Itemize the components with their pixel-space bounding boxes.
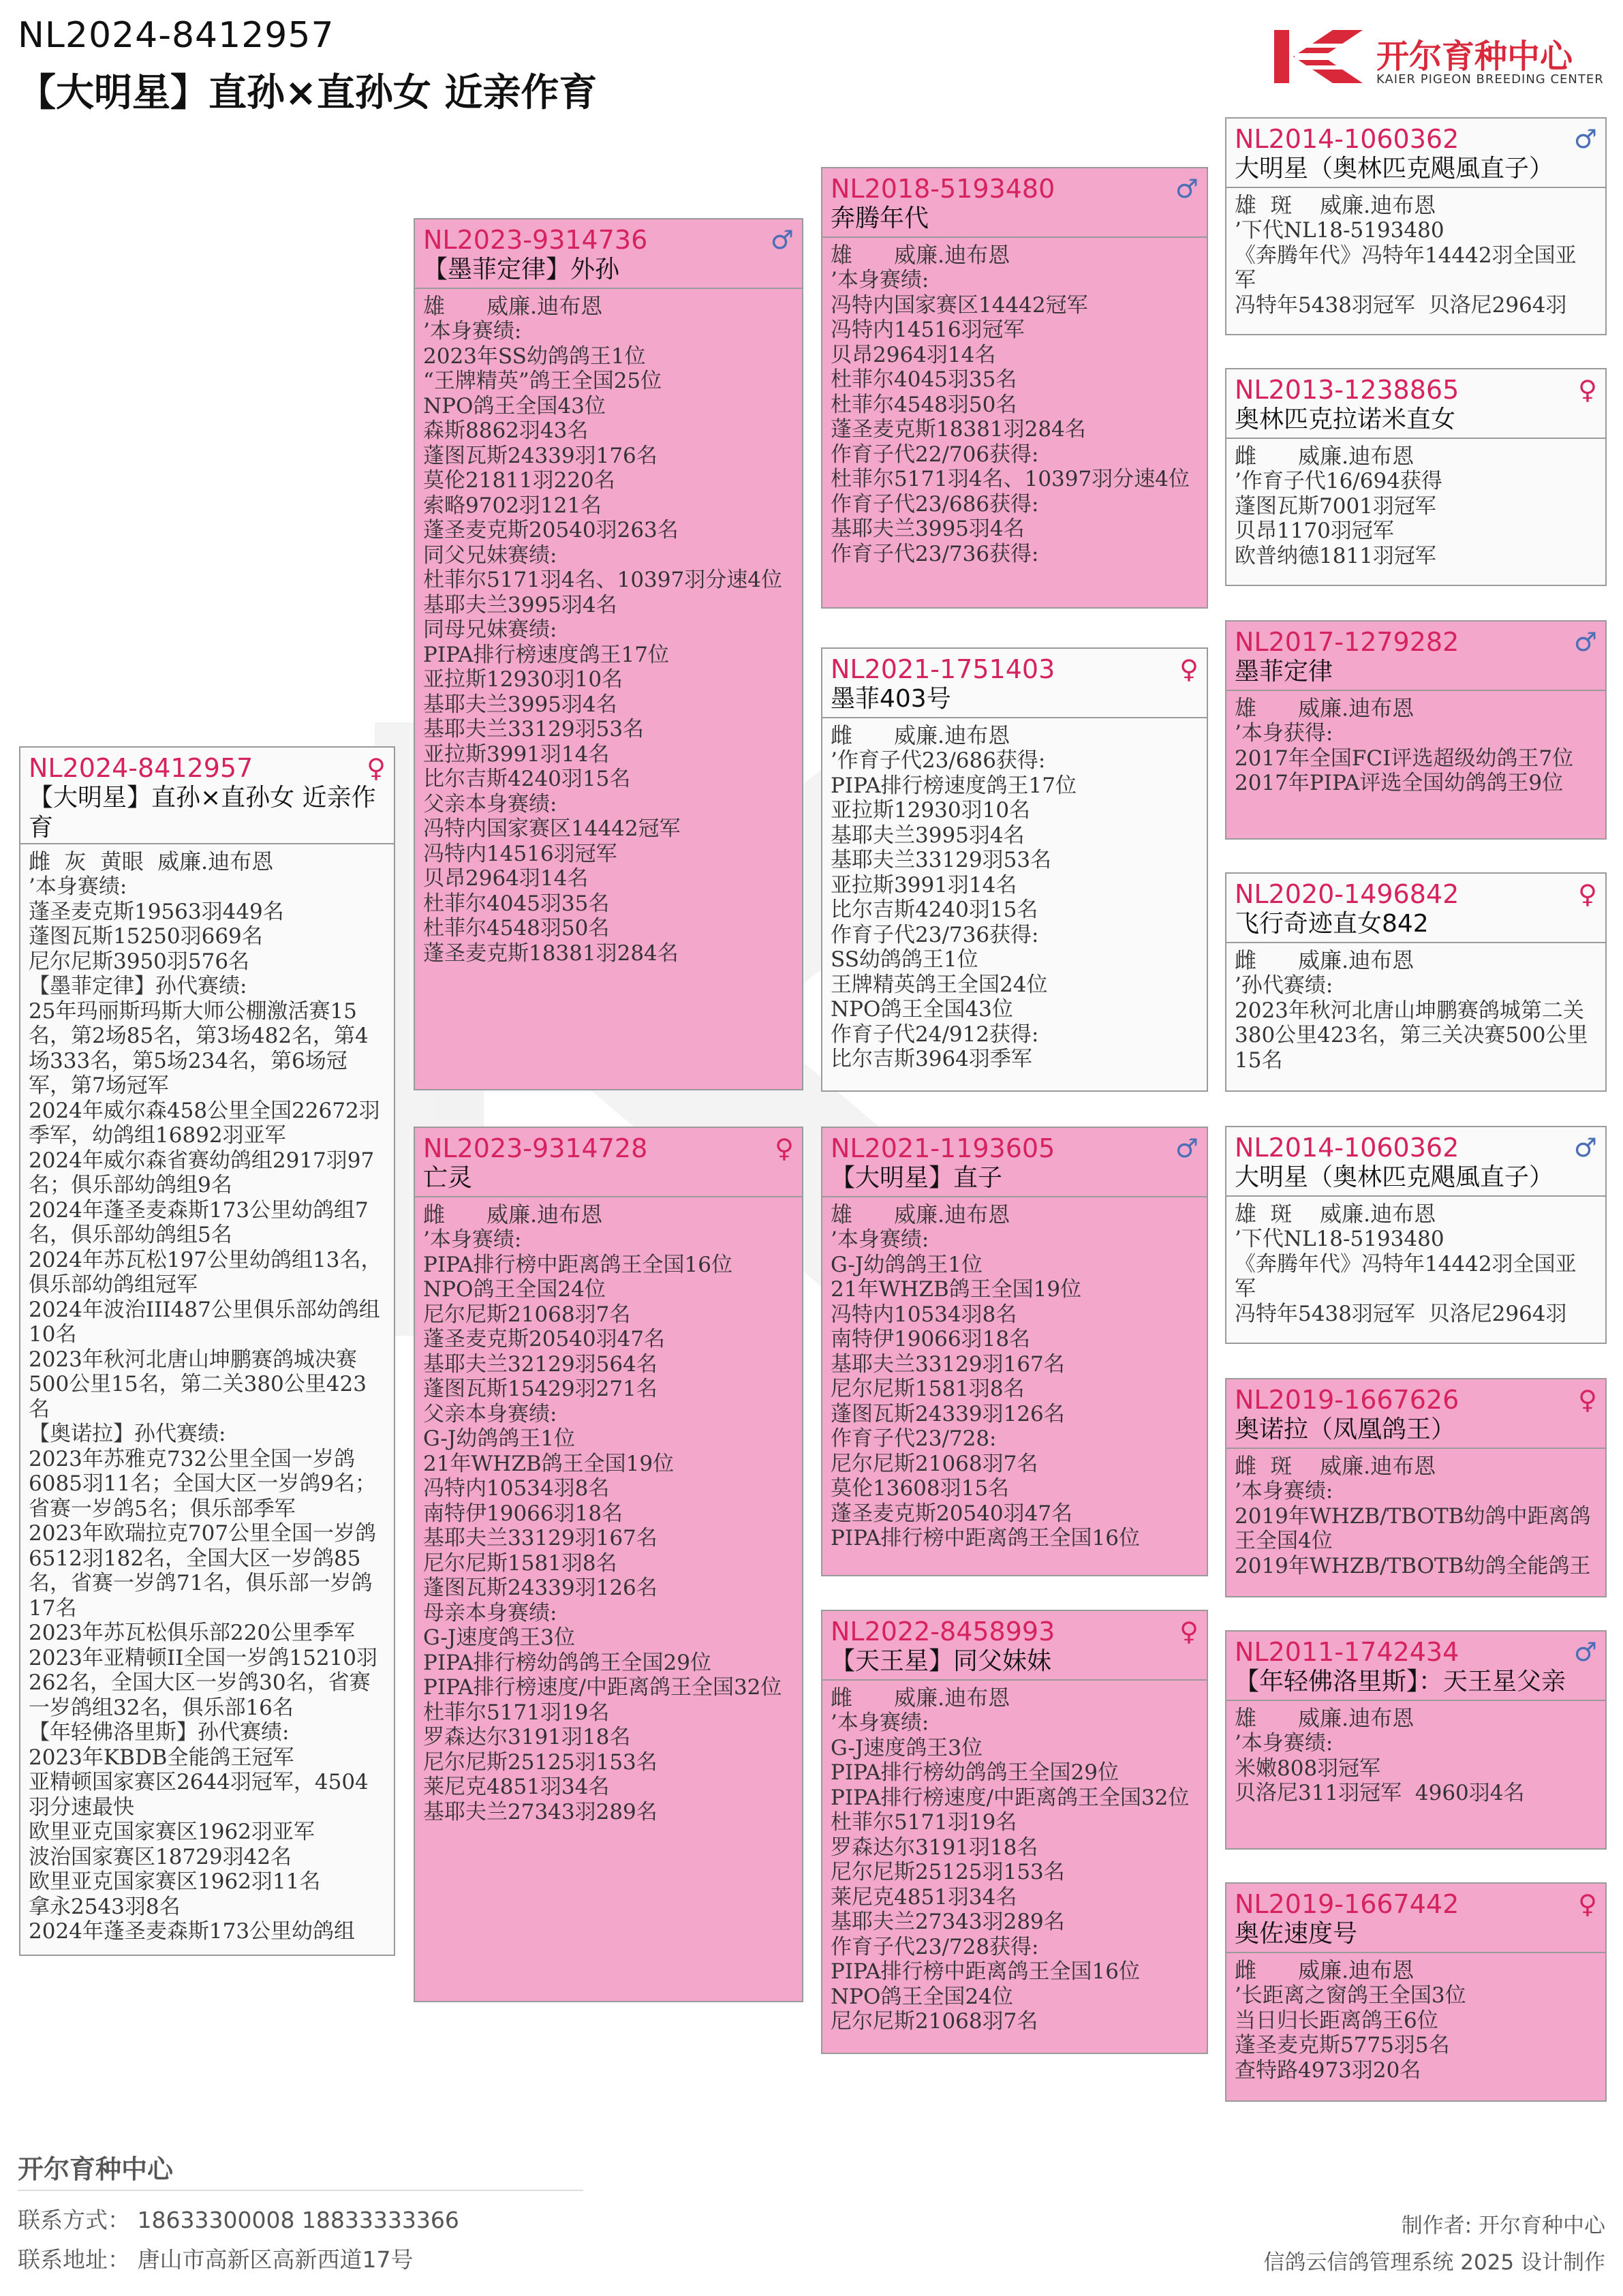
female-symbol-icon: ♀ <box>1578 1889 1597 1919</box>
female-symbol-icon: ♀ <box>775 1133 794 1163</box>
male-symbol-icon: ♂ <box>1175 1133 1199 1163</box>
logo-english-name: KAIER PIGEON BREEDING CENTER <box>1376 72 1604 87</box>
pedigree-card-dam[interactable] <box>414 1127 803 2002</box>
card-results: ’本身赛绩: PIPA排行榜中距离鸽王全国16位 NPO鸽王全国24位 尼尔尼斯21068羽7名 蓬圣麦克斯20540羽47名 基耶夫兰32129羽564名 蓬图瓦斯15429羽271名 父亲本身赛绩: G-J幼鸽鸽王1位 21年WHZB鸽王全国19位 冯特内10534羽8名 南特伊19066羽18名 基耶夫兰33129羽167名 尼尔尼斯1581羽8名 蓬图瓦斯24339羽126名 母亲本身赛绩: G-J速度鸽王3位 PIPA排行榜幼鸽鸽王全国29位 PIPA排行榜速度/中距离鸽王全国32位 杜菲尔5171羽19名 罗森达尔3191羽18名 尼尔尼斯25125羽153名 莱尼克4851羽34名 基耶夫兰27343羽289名 <box>423 1227 782 1824</box>
card-pigeon-name: 【大明星】直孙×直孙女 近亲作育 <box>20 783 394 844</box>
card-results: ’本身赛绩: G-J速度鸽王3位 PIPA排行榜幼鸽鸽王全国29位 PIPA排行榜速度/中距离鸽王全国32位 杜菲尔5171羽19名 罗森达尔3191羽18名 尼尔尼斯25125羽153名 莱尼克4851羽34名 基耶夫兰27343羽289名 作育子代23/728获得: PIPA排行榜中距离鸽王全国16位 NPO鸽王全国24位 尼尔尼斯21068羽7名 <box>831 1711 1190 2034</box>
card-ring-id: NL2021-1193605 <box>831 1133 1055 1163</box>
card-ring-id: NL2013-1238865 <box>1235 375 1459 405</box>
card-meta: 雄 威廉.迪布恩 <box>1235 695 1415 721</box>
card-results: ’本身赛绩: 2023年SS幼鸽鸽王1位 “王牌精英”鸽王全国25位 NPO鸽王全国43位 森斯8862羽43名 蓬图瓦斯24339羽176名 莫伦21811羽220名 索略9702羽121名 蓬圣麦克斯20540羽263名 同父兄妹赛绩: 杜菲尔5171羽4名、10397羽分速4位 基耶夫兰3995羽4名 同母兄妹赛绩: PIPA排行榜速度鸽王17位 亚拉斯12930羽10名 基耶夫兰3995羽4名 基耶夫兰33129羽53名 亚拉斯3991羽14名 比尔吉斯4240羽15名 父亲本身赛绩: 冯特内国家赛区14442冠军 冯特内14516羽冠军 贝昂2964羽14名 杜菲尔4045羽35名 杜菲尔4548羽50名 蓬圣麦克斯18381羽284名 <box>423 319 782 966</box>
pedigree-card-g4-5[interactable] <box>1225 1126 1607 1344</box>
card-pigeon-name: 【墨菲定律】外孙 <box>415 255 802 289</box>
card-ring-id: NL2023-9314736 <box>423 225 648 255</box>
pedigree-card-sire-dam[interactable] <box>821 647 1208 1092</box>
card-ring-id: NL2022-8458993 <box>831 1617 1055 1647</box>
card-ring-id: NL2014-1060362 <box>1235 1133 1459 1163</box>
female-symbol-icon: ♀ <box>1578 1385 1597 1415</box>
card-meta: 雄 威廉.迪布恩 <box>831 1201 1010 1227</box>
pedigree-card-g4-3[interactable] <box>1225 620 1607 840</box>
card-results: ’本身赛绩: G-J幼鸽鸽王1位 21年WHZB鸽王全国19位 冯特内10534羽8名 南特伊19066羽18名 基耶夫兰33129羽167名 尼尔尼斯1581羽8名 蓬图瓦斯24339羽126名 作育子代23/728: 尼尔尼斯21068羽7名 莫伦13608羽15名 蓬圣麦克斯20540羽47名 PIPA排行榜中距离鸽王全国16位 <box>831 1227 1140 1550</box>
card-ring-id: NL2017-1279282 <box>1235 627 1459 657</box>
card-meta: 雄 威廉.迪布恩 <box>423 293 603 319</box>
card-meta: 雌 威廉.迪布恩 <box>423 1201 603 1227</box>
card-results: ’长距离之窗鸽王全国3位 当日归长距离鸽王6位 蓬圣麦克斯5775羽5名 查特路4973羽20名 <box>1235 1983 1466 2083</box>
card-meta: 雌 威廉.迪布恩 <box>831 722 1010 748</box>
card-ring-id: NL2018-5193480 <box>831 174 1055 204</box>
card-ring-id: NL2020-1496842 <box>1235 879 1459 909</box>
card-meta: 雌 斑 威廉.迪布恩 <box>1235 1453 1436 1479</box>
card-ring-id: NL2011-1742434 <box>1235 1637 1459 1667</box>
footer-address: 联系地址： 唐山市高新区高新西道17号 <box>18 2246 414 2273</box>
card-pigeon-name: 亡灵 <box>415 1163 802 1197</box>
card-meta: 雌 灰 黄眼 威廉.迪布恩 <box>29 848 274 874</box>
female-symbol-icon: ♀ <box>367 753 386 783</box>
footer-company: 开尔育种中心 <box>18 2154 174 2184</box>
male-symbol-icon: ♂ <box>1175 174 1199 204</box>
card-meta: 雌 威廉.迪布恩 <box>1235 1957 1415 1983</box>
card-meta: 雌 威廉.迪布恩 <box>831 1685 1010 1711</box>
pedigree-card-g4-6[interactable] <box>1225 1378 1607 1597</box>
pedigree-card-g4-1[interactable] <box>1225 117 1607 335</box>
pedigree-card-g4-2[interactable] <box>1225 368 1607 586</box>
pedigree-card-g4-8[interactable] <box>1225 1882 1607 2102</box>
card-results: ’下代NL18-5193480 《奔腾年代》冯特年14442羽全国亚军 冯特年5438羽冠军 贝洛尼2964羽 <box>1235 1227 1577 1326</box>
footer-system: 信鸽云信鸽管理系统 2025 设计制作 <box>1263 2250 1605 2275</box>
female-symbol-icon: ♀ <box>1179 654 1199 684</box>
female-symbol-icon: ♀ <box>1578 879 1597 909</box>
pedigree-card-subject[interactable] <box>19 746 395 1956</box>
card-results: ’本身赛绩: 冯特内国家赛区14442冠军 冯特内14516羽冠军 贝昂2964羽14名 杜菲尔4045羽35名 杜菲尔4548羽50名 蓬圣麦克斯18381羽284名 作育子代22/706获得: 杜菲尔5171羽4名、10397羽分速4位 作育子代23/686获得: 基耶夫兰3995羽4名 作育子代23/736获得: <box>831 268 1190 566</box>
card-meta: 雌 威廉.迪布恩 <box>1235 947 1415 973</box>
male-symbol-icon: ♂ <box>1573 1637 1597 1667</box>
brand-logo <box>1274 26 1604 94</box>
card-results: ’下代NL18-5193480 《奔腾年代》冯特年14442羽全国亚军 冯特年5438羽冠军 贝洛尼2964羽 <box>1235 218 1577 318</box>
card-results: ’孙代赛绩: 2023年秋河北唐山坤鹏赛鸽城第二关380公里423名，第三关决赛500公里15名 <box>1235 973 1588 1073</box>
male-symbol-icon: ♂ <box>770 225 794 255</box>
card-results: ’本身获得: 2017年全国FCI评选超级幼鸽王7位 2017年PIPA评选全国幼鸽鸽王9位 <box>1235 721 1574 795</box>
card-results: ’本身赛绩: 2019年WHZB/TBOTB幼鸽中距离鸽王全国4位 2019年WHZB/TBOTB幼鸽全能鸽王 <box>1235 1479 1591 1578</box>
card-results: ’作育子代23/686获得: PIPA排行榜速度鸽王17位 亚拉斯12930羽10名 基耶夫兰3995羽4名 基耶夫兰33129羽53名 亚拉斯3991羽14名 比尔吉斯4240羽15名 作育子代23/736获得: SS幼鸽鸽王1位 王牌精英鸽王全国24位 NPO鸽王全国43位 作育子代24/912获得: 比尔吉斯3964羽季军 <box>831 748 1077 1071</box>
logo-chinese-name: 开尔育种中心 <box>1376 37 1573 76</box>
card-ring-id: NL2021-1751403 <box>831 654 1055 684</box>
card-pigeon-name: 【大明星】直子 <box>822 1163 1207 1197</box>
card-results: ’本身赛绩: 米嫩808羽冠军 贝洛尼311羽冠军 4960羽4名 <box>1235 1731 1525 1805</box>
card-pigeon-name: 奔腾年代 <box>822 204 1207 238</box>
card-ring-id: NL2019-1667626 <box>1235 1385 1459 1415</box>
card-ring-id: NL2014-1060362 <box>1235 124 1459 154</box>
card-pigeon-name: 大明星（奥林匹克飓風直子） <box>1226 1163 1605 1197</box>
footer-divider <box>18 2190 583 2191</box>
pedigree-title: 【大明星】直孙×直孙女 近亲作育 <box>18 71 598 115</box>
pedigree-ring-id: NL2024-8412957 <box>18 15 335 56</box>
pedigree-card-sire-sire[interactable] <box>821 167 1208 609</box>
pedigree-card-g4-4[interactable] <box>1225 872 1607 1092</box>
female-symbol-icon: ♀ <box>1578 375 1597 405</box>
card-pigeon-name: 【年轻佛洛里斯】：天王星父亲 <box>1226 1667 1605 1701</box>
card-pigeon-name: 奥林匹克拉诺米直女 <box>1226 405 1605 439</box>
male-symbol-icon: ♂ <box>1573 627 1597 657</box>
male-symbol-icon: ♂ <box>1573 124 1597 154</box>
card-meta: 雄 威廉.迪布恩 <box>1235 1705 1415 1731</box>
card-results: ’作育子代16/694获得 蓬图瓦斯7001羽冠军 贝昂1170羽冠军 欧普纳德1811羽冠军 <box>1235 469 1442 568</box>
card-pigeon-name: 奥佐速度号 <box>1226 1919 1605 1953</box>
male-symbol-icon: ♂ <box>1573 1133 1597 1163</box>
card-meta: 雄 斑 威廉.迪布恩 <box>1235 1201 1436 1227</box>
pedigree-card-sire[interactable] <box>414 218 803 1090</box>
card-pigeon-name: 【天王星】同父妹妹 <box>822 1647 1207 1681</box>
card-meta: 雄 斑 威廉.迪布恩 <box>1235 192 1436 218</box>
card-ring-id: NL2019-1667442 <box>1235 1889 1459 1919</box>
footer-contact: 联系方式： 18633300008 18833333366 <box>18 2207 459 2233</box>
card-results: ’本身赛绩: 蓬圣麦克斯19563羽449名 蓬图瓦斯15250羽669名 尼尔尼斯3950羽576名 【墨菲定律】孙代赛绩: 25年玛丽斯玛斯大师公棚激活赛15名，第2场85名，第3场482名，第4场333名，第5场234名，第6场冠军，第7场冠军 2024年威尔森458公里全国22672羽季军，幼鸽组16892羽亚军 2024年威尔森省赛幼鸽组2917羽97名；俱乐部幼鸽组9名 2024年蓬圣麦森斯173公里幼鸽组7名，俱乐部幼鸽组5名 2024年苏瓦松197公里幼鸽组13名，俱乐部幼鸽组冠军 2024年波治III487公里俱乐部幼鸽组10名 2023年秋河北唐山坤鹏赛鸽城决赛500公里15名，第二关380公里423名 【奥诺拉】孙代赛绩: 2023年苏雅克732公里全国一岁鸽6085羽11名；全国大区一岁鸽9名；省赛一岁鸽5名；俱乐部季军 2023年欧瑞拉克707公里全国一岁鸽6512羽182名，全国大区一岁鸽85名，省赛一岁鸽71名，俱乐部一岁鸽17名 2023年苏瓦松俱乐部220公里季军 2023年亚精顿II全国一岁鸽15210羽262名，全国大区一岁鸽30名，省赛一岁鸽组32名，俱乐部16名 【年轻佛洛里斯】孙代赛绩: 2023年KBDB全能鸽王冠军 亚精顿国家赛区2644羽冠军，4504羽分速最快 欧里亚克国家赛区1962羽亚军 波治国家赛区18729羽42名 欧里亚克国家赛区1962羽11名 拿永2543羽8名 2024年蓬圣麦森斯173公里幼鸽组 <box>29 874 382 1944</box>
card-ring-id: NL2023-9314728 <box>423 1133 648 1163</box>
pedigree-card-dam-dam[interactable] <box>821 1610 1208 2054</box>
pedigree-card-g4-7[interactable] <box>1225 1630 1607 1850</box>
kaier-logo-icon <box>1274 26 1370 87</box>
card-meta: 雌 威廉.迪布恩 <box>1235 443 1415 469</box>
card-meta: 雄 威廉.迪布恩 <box>831 242 1010 268</box>
card-pigeon-name: 飞行奇迹直女842 <box>1226 909 1605 943</box>
card-ring-id: NL2024-8412957 <box>29 753 253 783</box>
footer-maker: 制作者: 开尔育种中心 <box>1401 2214 1605 2238</box>
female-symbol-icon: ♀ <box>1179 1617 1199 1647</box>
card-pigeon-name: 大明星（奥林匹克飓風直子） <box>1226 154 1605 188</box>
card-pigeon-name: 墨菲定律 <box>1226 657 1605 691</box>
card-pigeon-name: 墨菲403号 <box>822 684 1207 718</box>
pedigree-card-dam-sire[interactable] <box>821 1127 1208 1576</box>
card-pigeon-name: 奥诺拉（凤凰鸽王） <box>1226 1415 1605 1449</box>
